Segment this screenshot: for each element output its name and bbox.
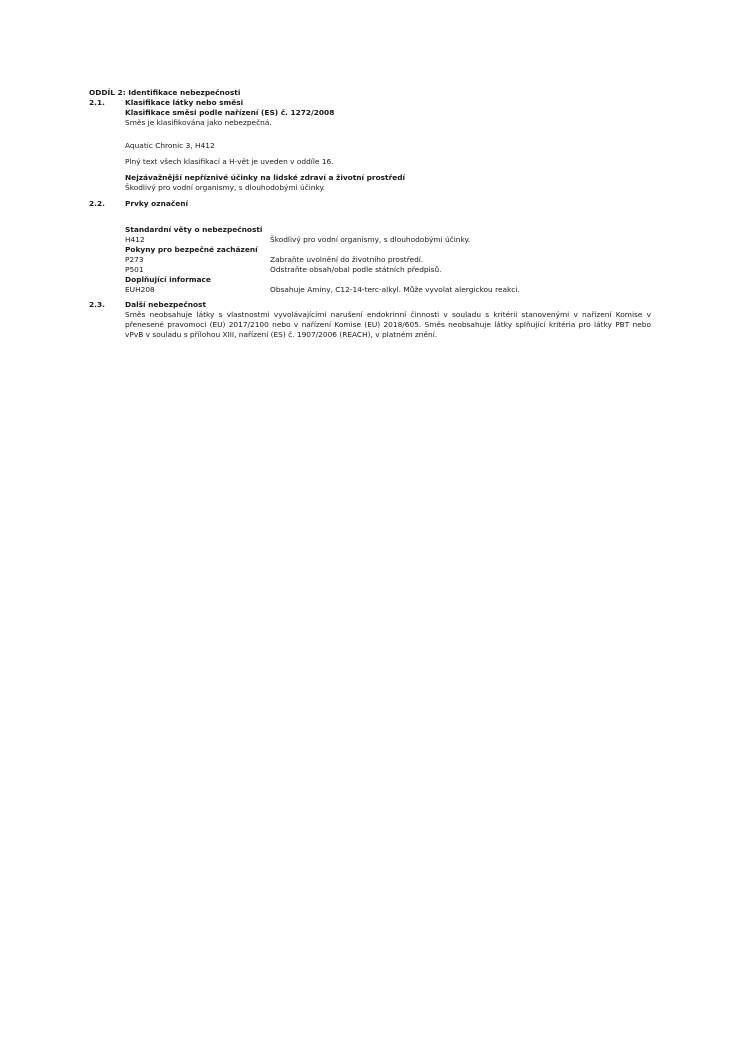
statement-code: H412 xyxy=(125,235,145,244)
subsection-number: 2.1. xyxy=(89,98,105,107)
hazard-statements-title: Standardní věty o nebezpečnosti xyxy=(125,225,263,234)
statement-text: Odstraňte obsah/obal podle státních předpisů. xyxy=(270,265,442,274)
classification-statement: Směs je klasifikována jako nebezpečná. xyxy=(125,118,272,127)
statement-text: Zabraňte uvolnění do životního prostředí. xyxy=(270,255,424,264)
subsection-title: Prvky označení xyxy=(125,199,189,208)
other-hazards-text: Směs neobsahuje látky s vlastnostmi vyvolávajícími narušení endokrinní činnosti v souladu s kritérii stanovenými v nařízení Komise v přenesené pravomoci (EU) 2017/2100 nebo v nařízení Komise (EU) 2018/605. Směs neobsahuje látky splňující kritéria pro látky PBT nebo vPvB v souladu s přílohou XIII, nařízení (ES) č. 1907/2006 (REACH), v platném znění. xyxy=(125,310,651,339)
subsection-number: 2.3. xyxy=(89,300,105,309)
statement-text: Obsahuje Aminy, C12-14-terc-alkyl. Může vyvolat alergickou reakci. xyxy=(270,285,520,294)
supplemental-info-title: Doplňující informace xyxy=(125,275,211,284)
sds-section-2 xyxy=(89,88,651,340)
subsection-2-1-header xyxy=(89,98,651,108)
subsection-2-3-header xyxy=(89,300,651,310)
subsection-title: Klasifikace látky nebo směsi xyxy=(125,98,244,107)
statement-text: Škodlivý pro vodní organismy, s dlouhodobými účinky. xyxy=(270,235,471,244)
labelling-elements xyxy=(125,225,651,295)
statement-code: EUH208 xyxy=(125,285,155,294)
hazard-classification: Aquatic Chronic 3, H412 xyxy=(125,141,215,150)
classification-regulation-title: Klasifikace směsi podle nařízení (ES) č. 1272/2008 xyxy=(125,108,335,117)
subsection-number: 2.2. xyxy=(89,199,105,208)
statement-code: P501 xyxy=(125,265,144,274)
subsection-2-2-header xyxy=(89,199,651,209)
subsection-title: Další nebezpečnost xyxy=(125,300,206,309)
table-row xyxy=(125,285,651,295)
fulltext-note: Plný text všech klasifikací a H-vět je uveden v oddíle 16. xyxy=(125,157,334,166)
section-title: ODDÍL 2: Identifikace nebezpečnosti xyxy=(89,88,241,97)
precautionary-statements-title: Pokyny pro bezpečné zacházení xyxy=(125,245,258,254)
effects-text: Škodlivý pro vodní organismy, s dlouhodobými účinky. xyxy=(125,183,326,192)
effects-title: Nejzávažnější nepříznivé účinky na lidské zdraví a životní prostředí xyxy=(125,173,406,182)
table-row xyxy=(125,235,651,245)
statement-code: P273 xyxy=(125,255,144,264)
table-row xyxy=(125,265,651,275)
table-row xyxy=(125,255,651,265)
